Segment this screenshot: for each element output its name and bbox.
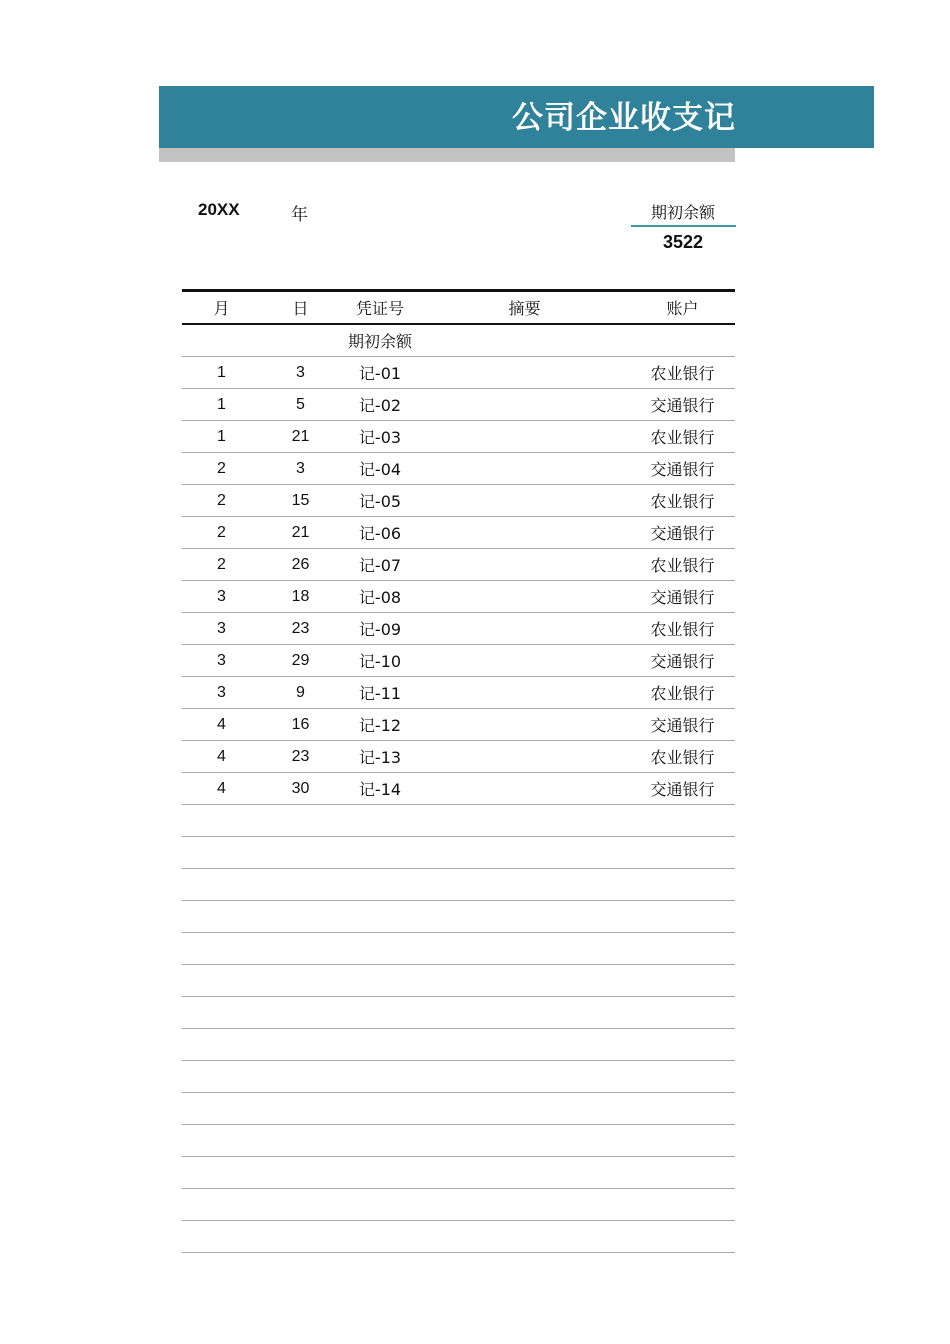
cell-account[interactable]: 农业银行: [650, 556, 715, 575]
table-row: [182, 581, 735, 613]
page-title: 公司企业收支记: [512, 100, 736, 136]
table-row: [182, 389, 735, 421]
ledger-body: [182, 357, 735, 805]
cell-day[interactable]: 18: [291, 587, 310, 605]
cell-day[interactable]: 3: [296, 363, 305, 381]
table-row: [182, 485, 735, 517]
cell-day[interactable]: 3: [296, 459, 305, 477]
empty-table-row[interactable]: [182, 869, 735, 901]
cell-voucher[interactable]: 期初余额: [347, 332, 412, 351]
table-header-row: [182, 292, 735, 325]
cell-day[interactable]: 9: [296, 683, 305, 701]
cell-account[interactable]: 交通银行: [650, 652, 715, 671]
empty-table-row[interactable]: [182, 1189, 735, 1221]
title-banner-shadow: [159, 148, 735, 162]
cell-account[interactable]: 农业银行: [650, 748, 715, 767]
cell-month[interactable]: 4: [217, 779, 226, 797]
cell-voucher[interactable]: 记-10: [358, 652, 402, 671]
table-row: [182, 549, 735, 581]
cell-day[interactable]: 23: [291, 747, 310, 765]
column-header-summary: 摘要: [508, 299, 541, 318]
ledger-table: [182, 289, 735, 1253]
cell-month[interactable]: 2: [217, 459, 226, 477]
cell-month[interactable]: 2: [217, 555, 226, 573]
cell-month[interactable]: 4: [217, 747, 226, 765]
table-row: [182, 645, 735, 677]
cell-month[interactable]: 4: [217, 715, 226, 733]
cell-voucher[interactable]: 记-03: [358, 428, 402, 447]
cell-account[interactable]: 交通银行: [650, 460, 715, 479]
empty-table-row[interactable]: [182, 1093, 735, 1125]
cell-day[interactable]: 26: [291, 555, 310, 573]
table-row: [182, 677, 735, 709]
cell-account[interactable]: 交通银行: [650, 716, 715, 735]
table-row: [182, 773, 735, 805]
table-row: [182, 613, 735, 645]
year-value[interactable]: 20XX: [198, 200, 240, 219]
year-label: 年: [291, 205, 308, 225]
cell-day[interactable]: 21: [291, 427, 310, 445]
cell-voucher[interactable]: 记-11: [358, 684, 402, 703]
column-header-month: 月: [213, 299, 230, 318]
cell-account[interactable]: 交通银行: [650, 524, 715, 543]
table-row: [182, 709, 735, 741]
empty-table-row[interactable]: [182, 1029, 735, 1061]
cell-voucher[interactable]: 记-12: [358, 716, 402, 735]
cell-voucher[interactable]: 记-05: [358, 492, 402, 511]
title-banner: [159, 86, 874, 148]
cell-day[interactable]: 23: [291, 619, 310, 637]
ledger-empty-rows: [182, 805, 735, 1253]
cell-voucher[interactable]: 记-13: [358, 748, 402, 767]
table-row: [182, 421, 735, 453]
empty-table-row[interactable]: [182, 901, 735, 933]
cell-account[interactable]: 农业银行: [650, 492, 715, 511]
empty-table-row[interactable]: [182, 1221, 735, 1253]
cell-month[interactable]: 3: [217, 651, 226, 669]
cell-voucher[interactable]: 记-01: [358, 364, 402, 383]
table-row: [182, 517, 735, 549]
empty-table-row[interactable]: [182, 1061, 735, 1093]
empty-table-row[interactable]: [182, 933, 735, 965]
empty-table-row[interactable]: [182, 837, 735, 869]
cell-account[interactable]: 交通银行: [650, 396, 715, 415]
cell-month[interactable]: 1: [217, 395, 226, 413]
opening-balance-value[interactable]: 3522: [662, 232, 704, 252]
opening-balance-label: 期初余额: [650, 203, 715, 222]
cell-voucher[interactable]: 记-02: [358, 396, 402, 415]
cell-month[interactable]: 1: [217, 427, 226, 445]
cell-voucher[interactable]: 记-14: [358, 780, 402, 799]
empty-table-row[interactable]: [182, 805, 735, 837]
cell-day[interactable]: 30: [291, 779, 310, 797]
cell-account[interactable]: 交通银行: [650, 780, 715, 799]
cell-month[interactable]: 2: [217, 491, 226, 509]
empty-table-row[interactable]: [182, 1157, 735, 1189]
cell-day[interactable]: 15: [291, 491, 310, 509]
cell-voucher[interactable]: 记-06: [358, 524, 402, 543]
cell-voucher[interactable]: 记-08: [358, 588, 402, 607]
cell-day[interactable]: 16: [291, 715, 310, 733]
table-row: [182, 357, 735, 389]
cell-account[interactable]: 农业银行: [650, 428, 715, 447]
cell-month[interactable]: 2: [217, 523, 226, 541]
cell-voucher[interactable]: 记-07: [358, 556, 402, 575]
cell-month[interactable]: 3: [217, 587, 226, 605]
table-row: [182, 741, 735, 773]
column-header-voucher: 凭证号: [355, 299, 404, 318]
cell-account[interactable]: 交通银行: [650, 588, 715, 607]
column-header-account: 账户: [666, 299, 699, 318]
cell-voucher[interactable]: 记-09: [358, 620, 402, 639]
cell-account[interactable]: 农业银行: [650, 364, 715, 383]
cell-month[interactable]: 3: [217, 619, 226, 637]
cell-day[interactable]: 21: [291, 523, 310, 541]
column-header-day: 日: [292, 299, 309, 318]
empty-table-row[interactable]: [182, 997, 735, 1029]
cell-account[interactable]: 农业银行: [650, 620, 715, 639]
cell-account[interactable]: 农业银行: [650, 684, 715, 703]
cell-month[interactable]: 1: [217, 363, 226, 381]
empty-table-row[interactable]: [182, 1125, 735, 1157]
cell-day[interactable]: 5: [296, 395, 305, 413]
empty-table-row[interactable]: [182, 965, 735, 997]
table-row: [182, 453, 735, 485]
opening-balance-underline: [631, 225, 736, 227]
cell-voucher[interactable]: 记-04: [358, 460, 402, 479]
cell-day[interactable]: 29: [291, 651, 310, 669]
cell-month[interactable]: 3: [217, 683, 226, 701]
opening-balance-row: [182, 325, 735, 357]
